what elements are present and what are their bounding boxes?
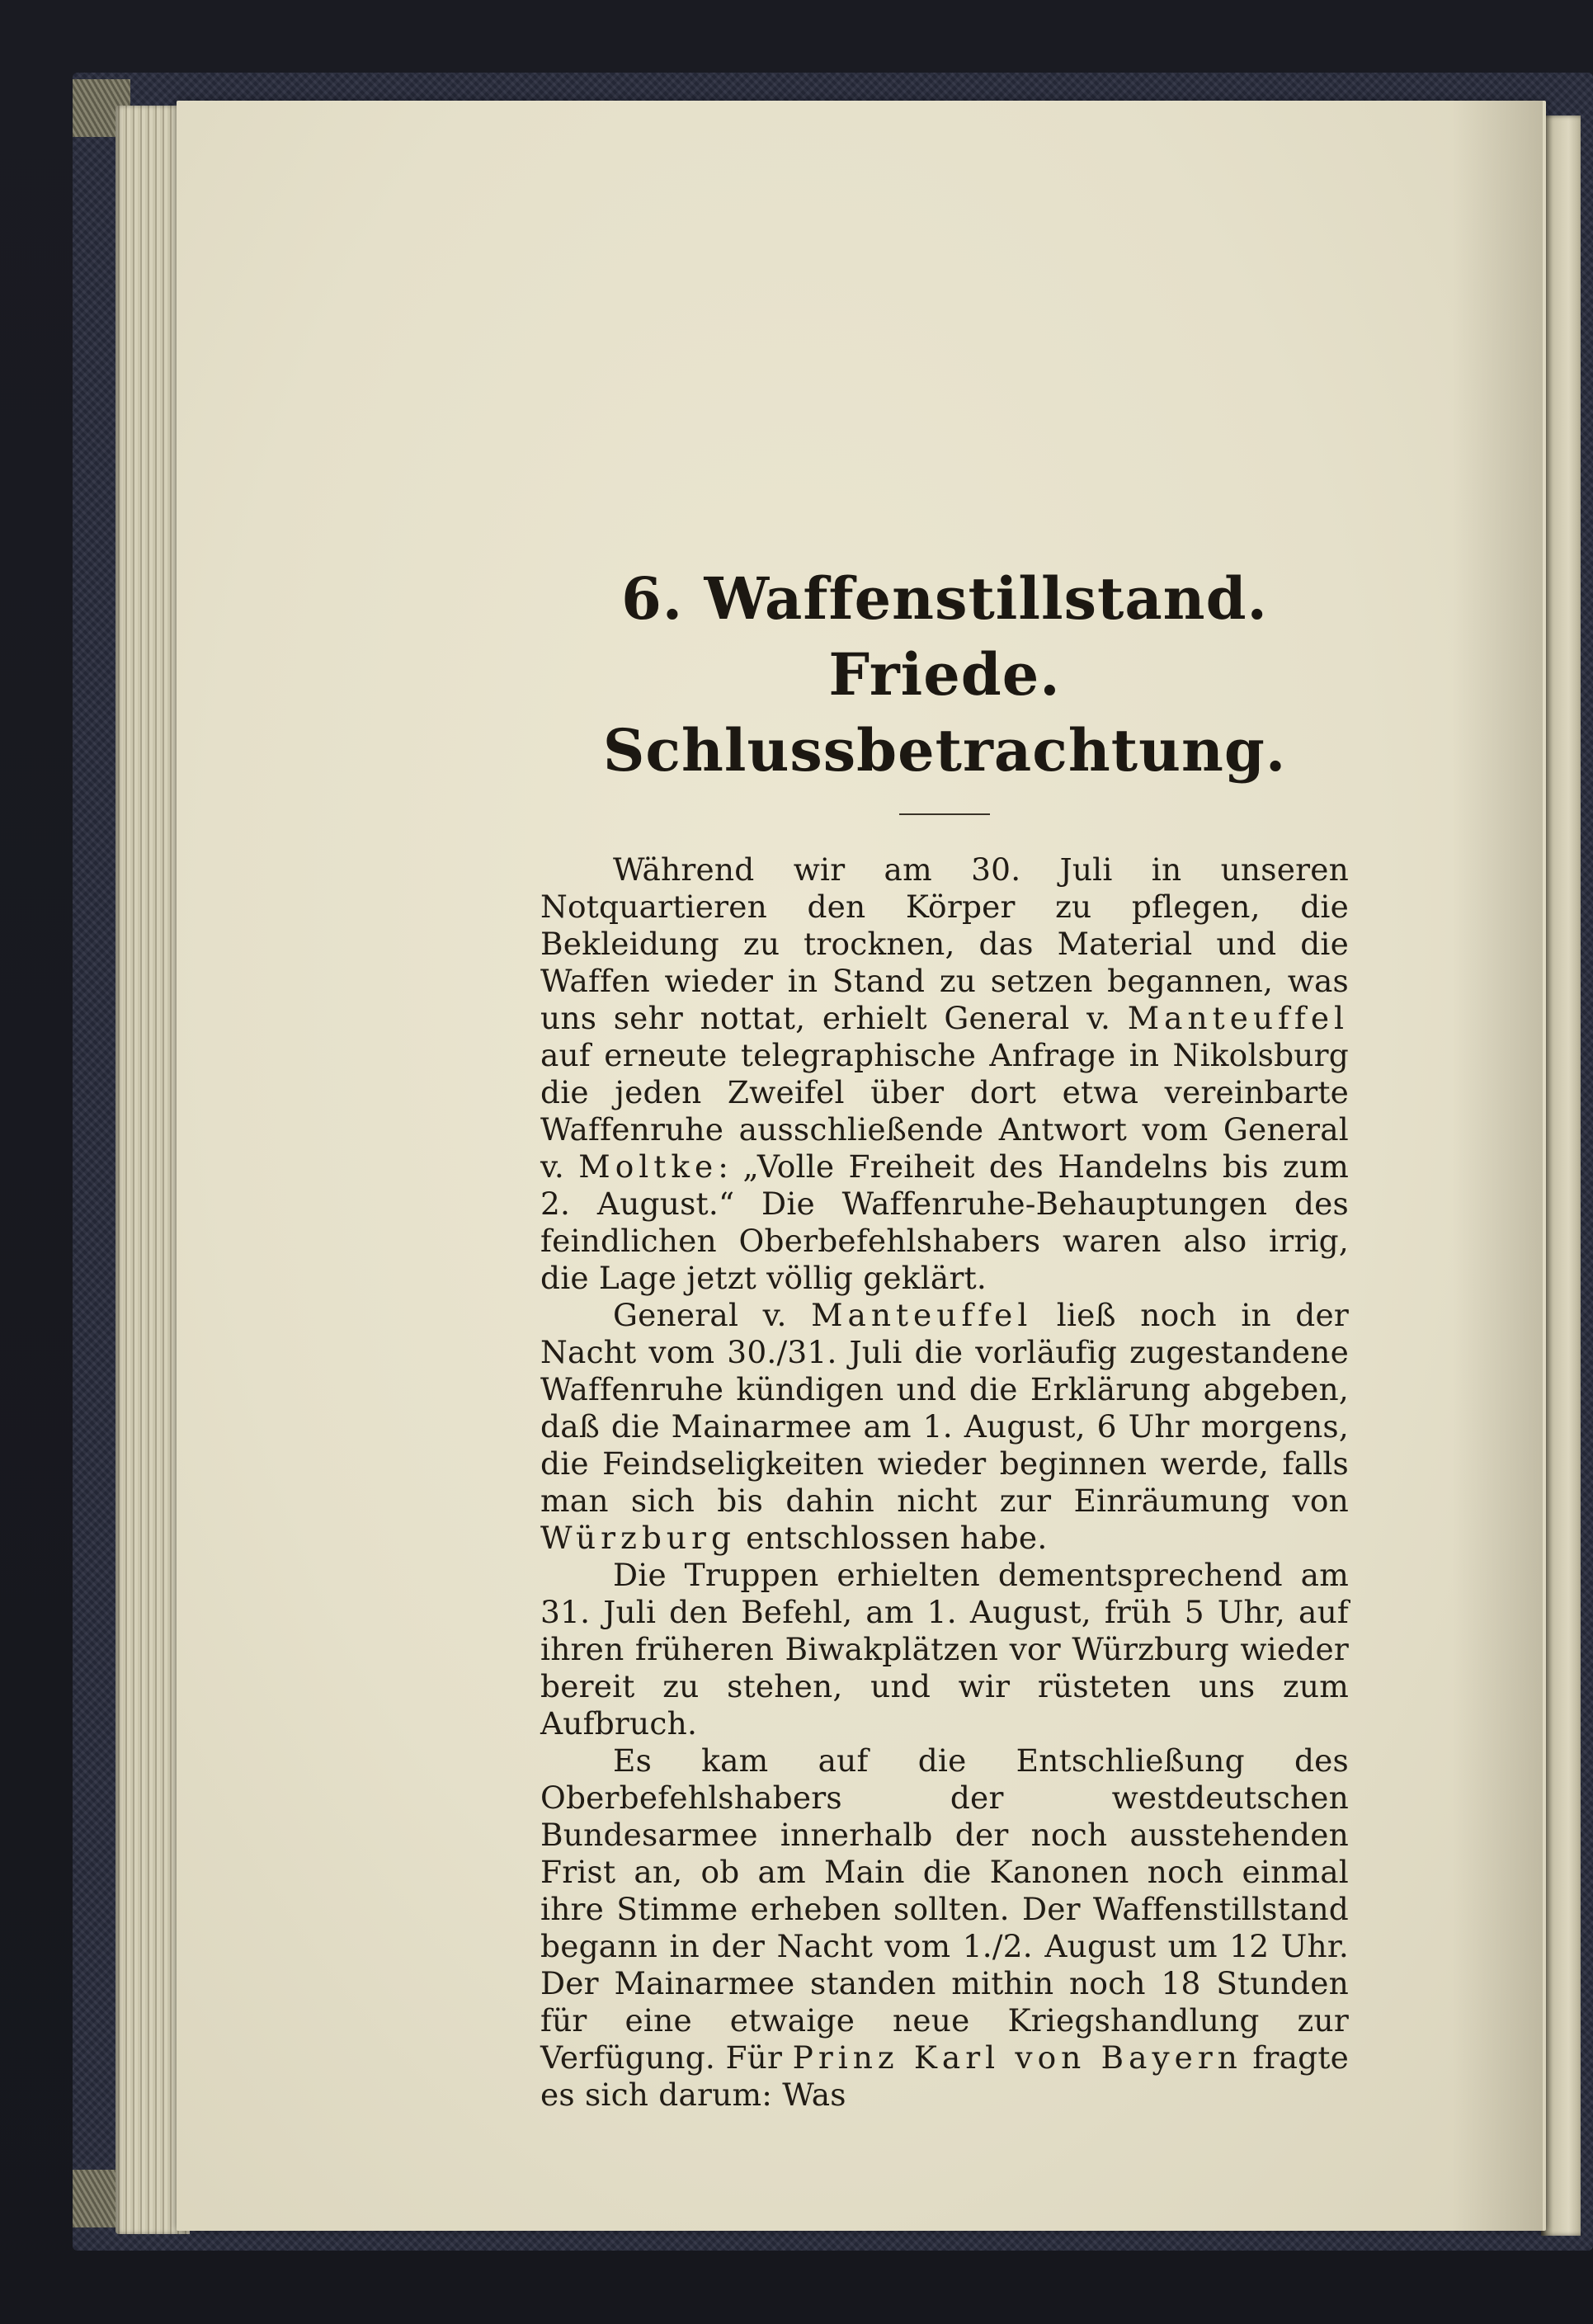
spaced-name: Manteuffel <box>1127 1000 1349 1036</box>
paragraph-text: : „Volle Freiheit des Handelns bis zum 2. August.“ Die Waffenruhe-Behauptungen des feindlichen Oberbefehlshabers waren also irrig, die Lage jetzt völlig geklärt. <box>540 1148 1349 1296</box>
spaced-name: Prinz Karl von Bayern <box>792 2039 1242 2076</box>
paragraph-text: General v. <box>613 1297 812 1333</box>
paragraph-1 <box>540 851 1349 1297</box>
paragraph-text: Die Truppen erhielten dementsprechend am 31. Juli den Befehl, am 1. August, früh 5 Uhr, auf ihren früheren Biwakplätzen vor Würzburg wieder bereit zu stehen, und wir rüsteten uns zum Aufbruch. <box>540 1557 1349 1742</box>
chapter-heading-line-2: Schlussbetrachtung. <box>602 716 1287 785</box>
paragraph-2 <box>540 1297 1349 1557</box>
book-gutter <box>1541 115 1581 2236</box>
paragraph-text: entschlossen habe. <box>735 1520 1048 1556</box>
chapter-heading-line-1: 6. Waffenstillstand. Friede. <box>621 564 1268 709</box>
paragraph-text: fragte es sich darum: Was <box>540 2039 1349 2113</box>
spaced-name: Manteuffel <box>811 1297 1033 1333</box>
paragraph-text: auf erneute telegraphische Anfrage in Nikolsburg die jeden Zweifel über dort etwa vereinbarte Waffenruhe ausschließende Antwort vom General v. <box>540 1037 1349 1185</box>
page-text-block <box>540 561 1349 2114</box>
paragraph-4 <box>540 1742 1349 2114</box>
spaced-name: Moltke <box>578 1148 719 1185</box>
spaced-name: Würzburg <box>540 1520 736 1556</box>
paragraph-text: Während wir am 30. Juli in unseren Notquartieren den Körper zu pflegen, die Bekleidung zu trocknen, das Material und die Waffen wieder in Stand zu setzen begannen, was uns sehr nottat, erhielt General v. <box>540 851 1349 1036</box>
paragraph-3 <box>540 1557 1349 1742</box>
chapter-heading <box>540 561 1349 789</box>
gutter-shadow <box>1452 101 1543 2231</box>
paragraph-text: ließ noch in der Nacht vom 30./31. Juli die vorläufig zugestandene Waffenruhe kündigen und die Erklärung abgeben, daß die Mainarmee am 1. August, 6 Uhr morgens, die Feindseligkeiten wieder beginnen werde, falls man sich bis dahin nicht zur Einräumung von <box>540 1297 1350 1519</box>
heading-divider <box>899 813 990 815</box>
paragraph-text: Es kam auf die Entschließung des Oberbefehlshabers der westdeutschen Bundesarmee innerhalb der noch ausstehenden Frist an, ob am Main die Kanonen noch einmal ihre Stimme erheben sollten. Der Waffenstillstand begann in der Nacht vom 1./2. August um 12 Uhr. Der Mainarmee standen mithin noch 18 Stunden für eine etwaige neue Kriegshandlung zur Verfügung. Für <box>540 1742 1349 2076</box>
body-text <box>540 851 1349 2114</box>
